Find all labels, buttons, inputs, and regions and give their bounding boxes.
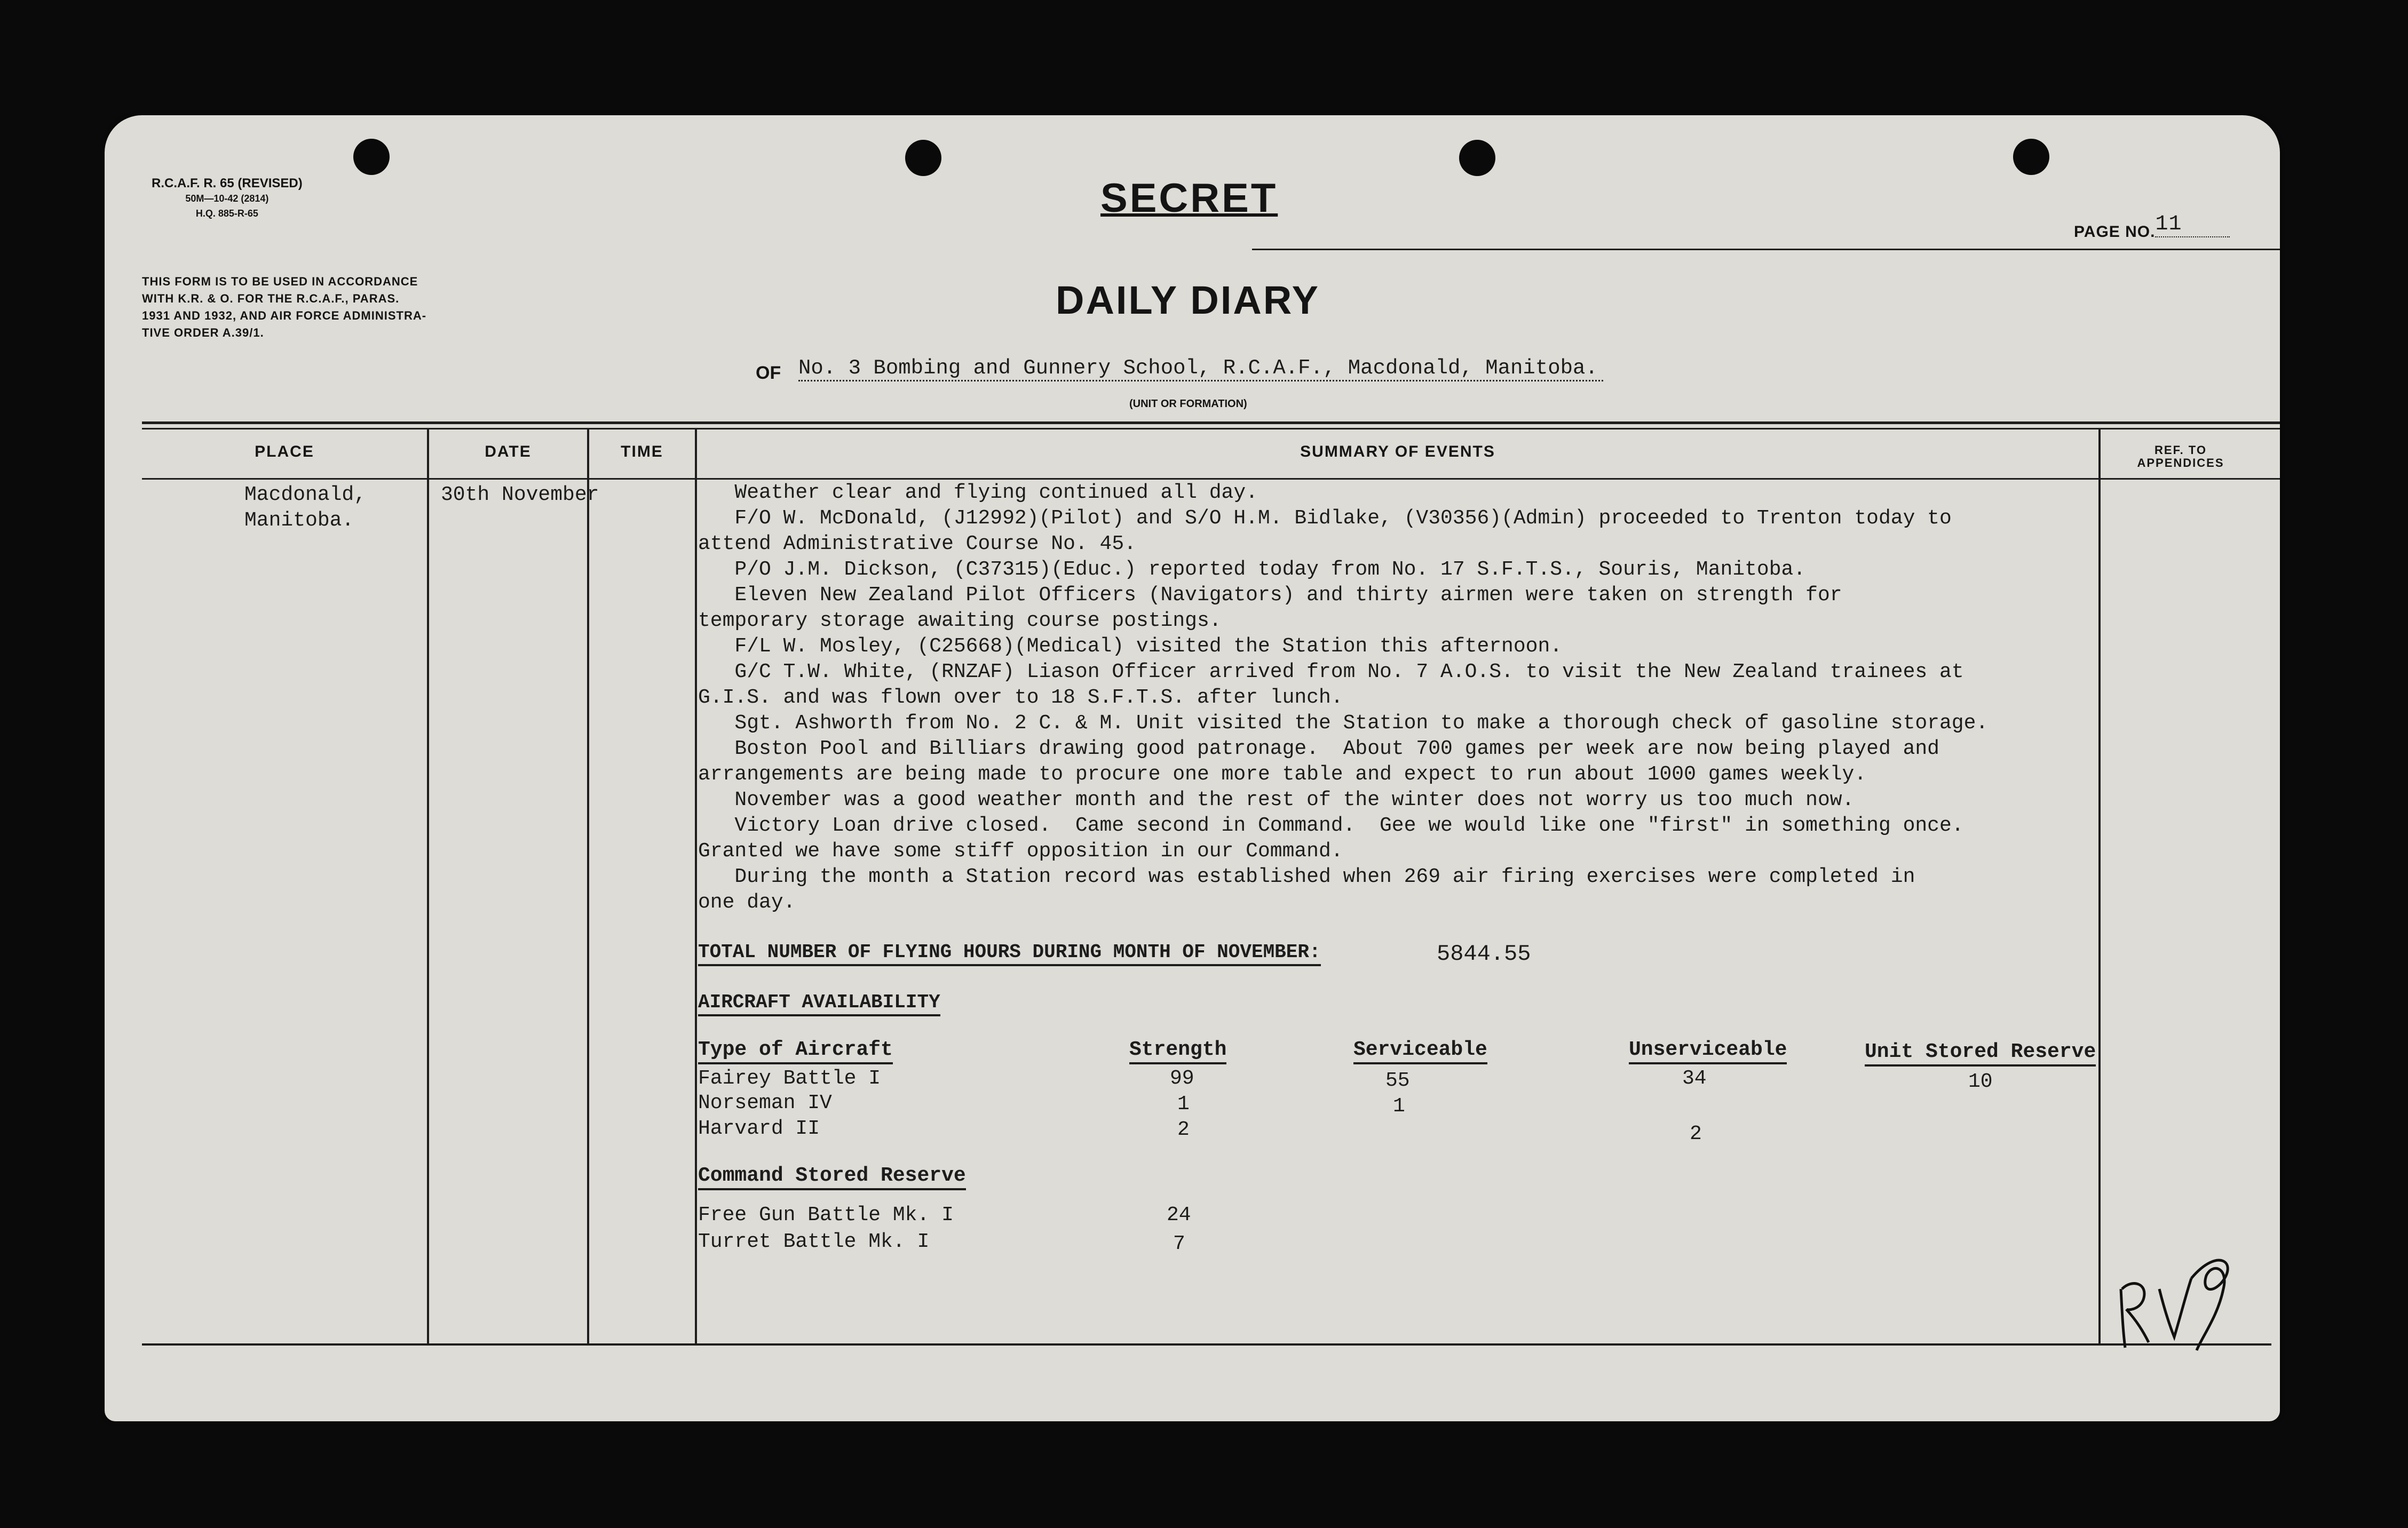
aircraft-type: Fairey Battle I [698,1067,881,1090]
reserve-count: 24 [1167,1204,1191,1227]
punch-hole [353,139,390,175]
column-divider [695,428,697,1346]
appendices-line: REF. TO [2154,443,2207,457]
diary-form-card [105,115,2280,1421]
summary-line: attend Administrative Course No. 45. [698,532,1136,555]
appendices-line: APPENDICES [2137,456,2224,469]
aircraft-serviceable: 55 [1385,1069,1410,1092]
handwritten-initials [2111,1225,2261,1353]
place-line: Manitoba. [244,509,354,532]
summary-line: Granted we have some stiff opposition in our Command. [698,840,1343,863]
column-header-time: TIME [621,443,663,460]
aircraft-unserviceable: 34 [1682,1067,1707,1090]
form-code-line: R.C.A.F. R. 65 (REVISED) [152,176,303,190]
reserve-type: Free Gun Battle Mk. I [698,1204,954,1227]
availability-header-serviceable: Serviceable [1353,1038,1487,1064]
of-label: OF [756,363,781,383]
unit-caption: (UNIT OR FORMATION) [1129,398,1247,410]
page-number-label [2074,212,2230,244]
entry-date: 30th November [441,483,599,506]
form-code-line: H.Q. 885-R-65 [195,208,258,219]
column-divider [2098,428,2101,1346]
reserve-count: 7 [1173,1232,1185,1255]
header-rule [1252,249,2280,250]
summary-line: temporary storage awaiting course postings. [698,609,1222,632]
aircraft-type: Norseman IV [698,1092,832,1115]
place-line: Macdonald, [244,483,367,506]
page-number: 11 [2155,212,2230,237]
summary-line: During the month a Station record was established when 269 air firing exercises were completed in [698,865,1915,888]
availability-header-unserviceable: Unserviceable [1629,1038,1787,1064]
summary-line: Eleven New Zealand Pilot Officers (Navigators) and thirty airmen were taken on strength for [698,584,1842,607]
reserve-heading: Command Stored Reserve [698,1164,966,1190]
summary-line: F/O W. McDonald, (J12992)(Pilot) and S/O H.M. Bidlake, (V30356)(Admin) proceeded to Trenton today to [698,507,1952,530]
aircraft-strength: 2 [1177,1118,1190,1141]
column-header-rule [142,478,2280,480]
availability-header-type: Type of Aircraft [698,1038,893,1064]
form-code-line: 50M—10-42 (2814) [185,193,269,204]
availability-heading: AIRCRAFT AVAILABILITY [698,991,940,1016]
form-usage-note [142,273,426,341]
summary-line: G/C T.W. White, (RNZAF) Liason Officer arrived from No. 7 A.O.S. to visit the New Zealand trainees at [698,660,1964,683]
total-hours-value: 5844.55 [1437,941,1531,967]
summary-line: one day. [698,891,796,914]
column-header-place: PLACE [255,443,314,460]
note-line: TIVE ORDER A.39/1. [142,326,264,339]
aircraft-type: Harvard II [698,1117,820,1140]
table-top-rule [142,421,2280,424]
availability-header-unit-stored-reserve: Unit Stored Reserve [1865,1040,2096,1067]
note-line: 1931 AND 1932, AND AIR FORCE ADMINISTRA- [142,309,427,322]
punch-hole [905,140,941,176]
form-title: DAILY DIARY [1056,278,1320,322]
table-bottom-rule [142,1343,2271,1346]
unit-name: No. 3 Bombing and Gunnery School, R.C.A.F., Macdonald, Manitoba. [798,356,1603,381]
table-top-rule-2 [142,428,2280,429]
punch-hole [2013,139,2049,175]
column-divider [587,428,589,1346]
form-code [152,176,303,221]
aircraft-unit-stored-reserve: 10 [1968,1070,1993,1093]
summary-line: Weather clear and flying continued all day. [698,481,1258,504]
page-label: PAGE NO. [2074,223,2156,241]
summary-line: arrangements are being made to procure one more table and expect to run about 1000 games weekly. [698,763,1867,786]
availability-header-strength: Strength [1129,1038,1226,1064]
column-header-date: DATE [485,443,532,460]
column-header-summary: SUMMARY OF EVENTS [1300,443,1495,460]
summary-line: F/L W. Mosley, (C25668)(Medical) visited the Station this afternoon. [698,635,1563,658]
reserve-type: Turret Battle Mk. I [698,1230,930,1253]
classification-stamp: SECRET [1100,176,1278,221]
note-line: THIS FORM IS TO BE USED IN ACCORDANCE [142,275,418,288]
column-header-appendices [2101,444,2261,469]
summary-line: P/O J.M. Dickson, (C37315)(Educ.) reported today from No. 17 S.F.T.S., Souris, Manitoba. [698,558,1806,581]
total-hours-label: TOTAL NUMBER OF FLYING HOURS DURING MONTH OF NOVEMBER: [698,941,1321,966]
note-line: WITH K.R. & O. FOR THE R.C.A.F., PARAS. [142,292,400,305]
summary-line: Boston Pool and Billiars drawing good patronage. About 700 games per week are now being played and [698,737,1939,760]
summary-line: Victory Loan drive closed. Came second in Command. Gee we would like one "first" in something once. [698,814,1964,837]
punch-hole [1459,140,1495,176]
aircraft-strength: 1 [1177,1093,1190,1116]
summary-line: G.I.S. and was flown over to 18 S.F.T.S. after lunch. [698,686,1343,709]
column-divider [427,428,429,1346]
aircraft-strength: 99 [1170,1067,1194,1090]
summary-line: November was a good weather month and the rest of the winter does not worry us too much now. [698,789,1855,811]
aircraft-serviceable: 1 [1393,1095,1405,1118]
summary-line: Sgt. Ashworth from No. 2 C. & M. Unit visited the Station to make a thorough check of gasoline storage. [698,712,1989,735]
aircraft-unserviceable: 2 [1690,1123,1702,1145]
